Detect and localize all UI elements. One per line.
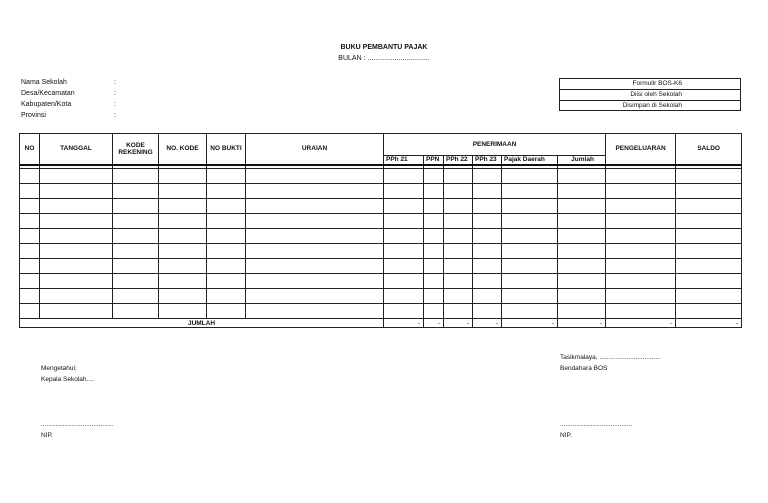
info-colon: : [114, 90, 116, 97]
table-cell [606, 259, 676, 274]
table-cell [113, 259, 159, 274]
table-cell [606, 199, 676, 214]
table-cell [558, 229, 606, 244]
table-cell [558, 289, 606, 304]
total-ppn: - [424, 319, 444, 328]
table-cell [606, 214, 676, 229]
table-cell [20, 229, 40, 244]
table-cell [676, 229, 742, 244]
total-pph23: - [473, 319, 502, 328]
table-row [20, 259, 742, 274]
table-cell [444, 304, 473, 319]
table-cell [384, 274, 424, 289]
col-pengeluaran: PENGELUARAN [606, 134, 676, 165]
table-cell [473, 289, 502, 304]
table-cell [20, 259, 40, 274]
table-cell [606, 289, 676, 304]
table-cell [558, 259, 606, 274]
total-pph21: - [384, 319, 424, 328]
table-cell [444, 199, 473, 214]
col-no-bukti: NO BUKTI [207, 134, 246, 165]
table-row [20, 304, 742, 319]
table-cell [113, 304, 159, 319]
form-code: Formulir BOS-K6 [560, 79, 740, 90]
sig-left-title: Kepala Sekolah.... [41, 376, 94, 383]
info-label-nama-sekolah: Nama Sekolah [21, 79, 67, 86]
table-row [20, 274, 742, 289]
table-cell [473, 259, 502, 274]
table-cell [159, 184, 207, 199]
table-cell [246, 184, 384, 199]
sig-left-blank: ........................................ [41, 421, 114, 428]
table-cell [676, 259, 742, 274]
total-row [20, 319, 742, 328]
table-cell [159, 199, 207, 214]
table-cell [207, 259, 246, 274]
table-cell [473, 229, 502, 244]
table-cell [207, 229, 246, 244]
table-cell [20, 184, 40, 199]
table-cell [40, 184, 113, 199]
table-cell [384, 304, 424, 319]
info-colon: : [114, 79, 116, 86]
table-cell [113, 169, 159, 184]
table-row [20, 289, 742, 304]
table-cell [40, 259, 113, 274]
table-cell [676, 169, 742, 184]
table-cell [20, 169, 40, 184]
table-cell [444, 229, 473, 244]
total-pph22: - [444, 319, 473, 328]
table-cell [159, 229, 207, 244]
table-cell [558, 274, 606, 289]
table-cell [558, 184, 606, 199]
col-uraian: URAIAN [246, 134, 384, 165]
table-cell [384, 244, 424, 259]
table-cell [606, 274, 676, 289]
table-cell [113, 274, 159, 289]
table-cell [40, 244, 113, 259]
subcol-jumlah: Jumlah [558, 156, 606, 165]
table-cell [424, 229, 444, 244]
table-cell [444, 259, 473, 274]
table-cell [246, 274, 384, 289]
table-cell [246, 259, 384, 274]
form-stored-at: Disimpan di Sekolah [622, 102, 682, 109]
table-cell [444, 184, 473, 199]
table-cell [424, 259, 444, 274]
table-row [20, 214, 742, 229]
table-cell [40, 214, 113, 229]
table-cell [473, 244, 502, 259]
table-cell [676, 244, 742, 259]
table-cell [20, 199, 40, 214]
table-cell [207, 214, 246, 229]
sig-right-nip: NIP. [560, 432, 572, 439]
table-cell [40, 199, 113, 214]
table-cell [502, 229, 558, 244]
table-cell [424, 274, 444, 289]
table-cell [424, 289, 444, 304]
table-cell [424, 244, 444, 259]
table-cell [207, 244, 246, 259]
table-cell [40, 274, 113, 289]
col-no: NO [20, 134, 40, 165]
table-cell [676, 199, 742, 214]
table-cell [159, 274, 207, 289]
info-colon: : [114, 112, 116, 119]
table-cell [502, 304, 558, 319]
table-cell [40, 169, 113, 184]
table-cell [113, 214, 159, 229]
sig-right-title: Bendahara BOS [560, 365, 608, 372]
total-pajak-daerah: - [502, 319, 558, 328]
total-jumlah: - [558, 319, 606, 328]
col-no-kode: NO. KODE [159, 134, 207, 165]
table-cell [424, 199, 444, 214]
table-cell [384, 289, 424, 304]
table-cell [424, 304, 444, 319]
table-cell [246, 304, 384, 319]
table-cell [384, 214, 424, 229]
table-row [20, 244, 742, 259]
table-cell [676, 274, 742, 289]
table-cell [384, 229, 424, 244]
table-cell [384, 184, 424, 199]
table-cell [502, 274, 558, 289]
subcol-pph22: PPh 22 [444, 156, 473, 165]
table-cell [113, 199, 159, 214]
table-cell [473, 169, 502, 184]
table-row [20, 199, 742, 214]
table-cell [558, 199, 606, 214]
table-cell [40, 304, 113, 319]
form-info-box [559, 78, 741, 111]
table-cell [606, 169, 676, 184]
table-cell [473, 304, 502, 319]
subcol-ppn: PPN [424, 156, 444, 165]
table-cell [676, 214, 742, 229]
table-cell [444, 289, 473, 304]
info-label-kabupaten: Kabupaten/Kota [21, 101, 72, 108]
table-cell [473, 274, 502, 289]
table-cell [20, 244, 40, 259]
table-cell [246, 229, 384, 244]
table-cell [606, 229, 676, 244]
table-cell [444, 244, 473, 259]
table-cell [159, 244, 207, 259]
table-cell [558, 214, 606, 229]
table-cell [207, 274, 246, 289]
tax-ledger-table [19, 133, 742, 328]
table-cell [502, 244, 558, 259]
table-cell [676, 184, 742, 199]
table-cell [113, 244, 159, 259]
subcol-pph23: PPh 23 [473, 156, 502, 165]
total-pengeluaran: - [606, 319, 676, 328]
table-cell [40, 289, 113, 304]
table-cell [502, 214, 558, 229]
table-cell [159, 259, 207, 274]
info-colon: : [114, 101, 116, 108]
table-cell [246, 169, 384, 184]
table-cell [502, 169, 558, 184]
info-label-provinsi: Provinsi [21, 112, 46, 119]
table-cell [246, 214, 384, 229]
table-cell [502, 259, 558, 274]
table-cell [207, 169, 246, 184]
table-cell [606, 184, 676, 199]
table-cell [558, 244, 606, 259]
table-cell [473, 184, 502, 199]
table-cell [384, 199, 424, 214]
table-cell [502, 184, 558, 199]
table-cell [502, 199, 558, 214]
table-cell [246, 199, 384, 214]
table-cell [384, 169, 424, 184]
form-filled-by: Diisi oleh Sekolah [560, 90, 740, 101]
sig-right-blank: ........................................ [560, 421, 633, 428]
sig-right-place-date: Tasikmalaya, .................................. [560, 354, 661, 361]
table-cell [424, 169, 444, 184]
table-row [20, 184, 742, 199]
month-line: BULAN : ................................ [338, 55, 430, 62]
table-cell [473, 214, 502, 229]
total-saldo: - [676, 319, 742, 328]
table-cell [113, 184, 159, 199]
subcol-pph21: PPh 21 [384, 156, 424, 165]
table-cell [424, 214, 444, 229]
table-cell [40, 229, 113, 244]
table-cell [207, 184, 246, 199]
total-label: JUMLAH [20, 319, 384, 328]
table-cell [246, 244, 384, 259]
table-cell [676, 289, 742, 304]
sig-left-nip: NIP. [41, 432, 53, 439]
table-row [20, 229, 742, 244]
col-penerimaan: PENERIMAAN [384, 134, 606, 156]
table-row [20, 169, 742, 184]
info-label-desa: Desa/Kecamatan [21, 90, 75, 97]
table-cell [444, 214, 473, 229]
table-cell [384, 259, 424, 274]
table-cell [502, 289, 558, 304]
table-cell [20, 289, 40, 304]
document-title: BUKU PEMBANTU PAJAK [340, 44, 428, 51]
table-cell [444, 274, 473, 289]
table-cell [20, 214, 40, 229]
table-cell [113, 289, 159, 304]
sig-left-acknowledged: Mengetahui; [41, 365, 77, 372]
table-cell [113, 229, 159, 244]
table-cell [246, 289, 384, 304]
table-cell [159, 169, 207, 184]
table-cell [558, 169, 606, 184]
table-cell [473, 199, 502, 214]
table-cell [424, 184, 444, 199]
table-cell [207, 304, 246, 319]
table-cell [558, 304, 606, 319]
table-cell [676, 304, 742, 319]
col-tanggal: TANGGAL [40, 134, 113, 165]
table-cell [159, 289, 207, 304]
table-cell [20, 304, 40, 319]
table-cell [606, 244, 676, 259]
table-cell [606, 304, 676, 319]
table-cell [20, 274, 40, 289]
table-cell [444, 169, 473, 184]
table-cell [159, 214, 207, 229]
table-cell [159, 304, 207, 319]
table-cell [207, 289, 246, 304]
table-cell [207, 199, 246, 214]
col-kode-rekening: KODE REKENING [113, 134, 159, 165]
col-saldo: SALDO [676, 134, 742, 165]
subcol-pajak-daerah: Pajak Daerah [502, 156, 558, 165]
